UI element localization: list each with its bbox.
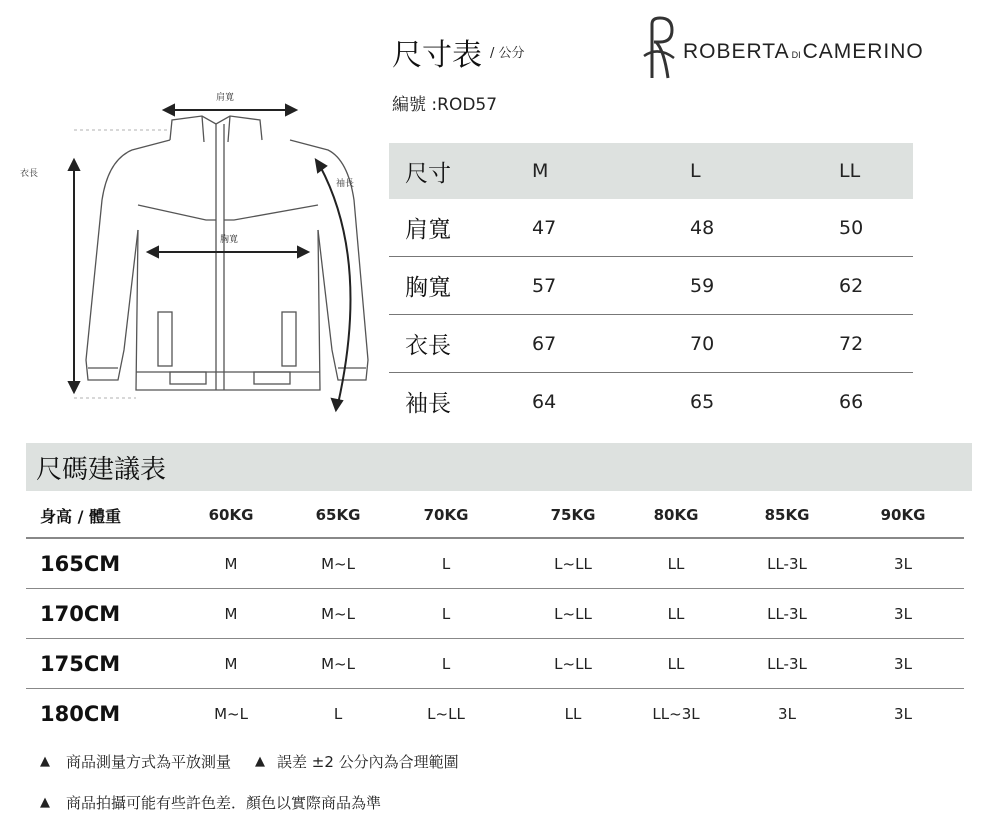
row-label: 胸寬 — [405, 275, 451, 301]
size-header-ll: LL — [839, 160, 861, 182]
row-label: 袖長 — [405, 391, 451, 417]
size-table-header — [389, 143, 913, 199]
row-label: 180CM — [40, 701, 121, 726]
table-cell: LL — [667, 654, 685, 673]
note-tolerance: 誤差 ±2 公分內為合理範圍 — [277, 753, 459, 771]
table-cell: 3L — [894, 554, 912, 573]
table-cell: 62 — [839, 274, 864, 297]
table-cell: LL~3L — [652, 704, 700, 723]
row-label: 衣長 — [405, 333, 451, 359]
brand-name-left: ROBERTA — [683, 40, 790, 63]
table-cell: LL-3L — [767, 654, 807, 673]
table-cell: 57 — [532, 274, 557, 297]
diagram-label-sleeve: 袖長 — [336, 179, 355, 189]
row-label: 肩寬 — [405, 217, 451, 243]
table-cell: 64 — [532, 390, 557, 413]
table-cell: L~LL — [554, 604, 592, 623]
rec-header-cell: 90KG — [880, 506, 926, 524]
size-header-label: 尺寸 — [405, 160, 451, 187]
note-line-2 — [40, 792, 381, 813]
table-cell: 3L — [894, 704, 912, 723]
table-cell: 70 — [690, 332, 715, 355]
table-cell: L~LL — [554, 554, 592, 573]
table-cell: 72 — [839, 332, 864, 355]
table-cell: L — [333, 704, 343, 723]
table-cell: 66 — [839, 390, 864, 413]
triangle-icon: ▲ — [40, 754, 50, 769]
triangle-icon: ▲ — [255, 754, 266, 769]
diagram-label-shoulder: 肩寬 — [216, 93, 235, 103]
table-cell: 47 — [532, 216, 557, 239]
table-cell: M~L — [214, 704, 248, 723]
table-cell: 59 — [690, 274, 715, 297]
table-row — [389, 257, 913, 315]
table-row — [26, 639, 964, 689]
table-cell: LL-3L — [767, 604, 807, 623]
table-cell: LL — [667, 554, 685, 573]
table-row — [26, 689, 964, 738]
table-cell: 48 — [690, 216, 715, 239]
rec-header-label: 身高 / 體重 — [40, 506, 121, 526]
rec-header-cell: 85KG — [764, 506, 810, 524]
table-cell: 3L — [778, 704, 796, 723]
rec-header-cell: 70KG — [423, 506, 469, 524]
table-cell: M — [224, 554, 238, 573]
table-row — [26, 539, 964, 589]
table-cell: M~L — [321, 654, 355, 673]
size-table — [389, 143, 913, 430]
note-line-1 — [40, 751, 459, 772]
note-measure-method: 商品測量方式為平放測量 — [66, 753, 232, 771]
table-cell: M~L — [321, 604, 355, 623]
table-row — [389, 199, 913, 257]
unit-label: / 公分 — [490, 46, 525, 61]
row-label: 170CM — [40, 601, 121, 626]
table-cell: L — [441, 654, 451, 673]
size-header-m: M — [532, 160, 549, 182]
table-cell: M — [224, 604, 238, 623]
table-cell: L~LL — [427, 704, 465, 723]
table-row — [26, 589, 964, 639]
row-label: 175CM — [40, 651, 121, 676]
table-cell: L — [441, 554, 451, 573]
rec-header-cell: 60KG — [208, 506, 254, 524]
rec-header-cell: 65KG — [315, 506, 361, 524]
size-header-l: L — [690, 160, 701, 182]
diagram-label-chest: 胸寬 — [220, 235, 239, 245]
table-cell: 65 — [690, 390, 715, 413]
product-code: 編號 :ROD57 — [392, 95, 498, 115]
table-cell: L~LL — [554, 654, 592, 673]
table-cell: LL — [667, 604, 685, 623]
note-color-difference: 商品拍攝可能有些許色差．顏色以實際商品為準 — [66, 794, 382, 812]
row-label: 165CM — [40, 551, 121, 576]
rec-header-cell: 75KG — [550, 506, 596, 524]
diagram-label-length: 衣長 — [20, 169, 39, 179]
table-cell: L — [441, 604, 451, 623]
table-cell: 50 — [839, 216, 864, 239]
table-cell: 3L — [894, 654, 912, 673]
table-row — [389, 373, 913, 430]
brand-name — [683, 40, 924, 64]
triangle-icon: ▲ — [40, 795, 50, 810]
recommendation-header — [26, 493, 964, 539]
table-row — [389, 315, 913, 373]
brand-name-di: DI — [791, 50, 801, 60]
page-title: 尺寸表 — [392, 38, 482, 73]
jacket-diagram — [20, 80, 380, 420]
recommendation-title: 尺碼建議表 — [36, 455, 167, 485]
table-cell: LL-3L — [767, 554, 807, 573]
brand-logo-icon — [638, 16, 678, 82]
table-cell: M — [224, 654, 238, 673]
table-cell: 67 — [532, 332, 557, 355]
rec-header-cell: 80KG — [653, 506, 699, 524]
table-cell: 3L — [894, 604, 912, 623]
brand-name-right: CAMERINO — [802, 40, 924, 63]
table-cell: M~L — [321, 554, 355, 573]
recommendation-title-bar — [26, 443, 972, 491]
table-cell: LL — [564, 704, 582, 723]
recommendation-table — [26, 493, 964, 738]
